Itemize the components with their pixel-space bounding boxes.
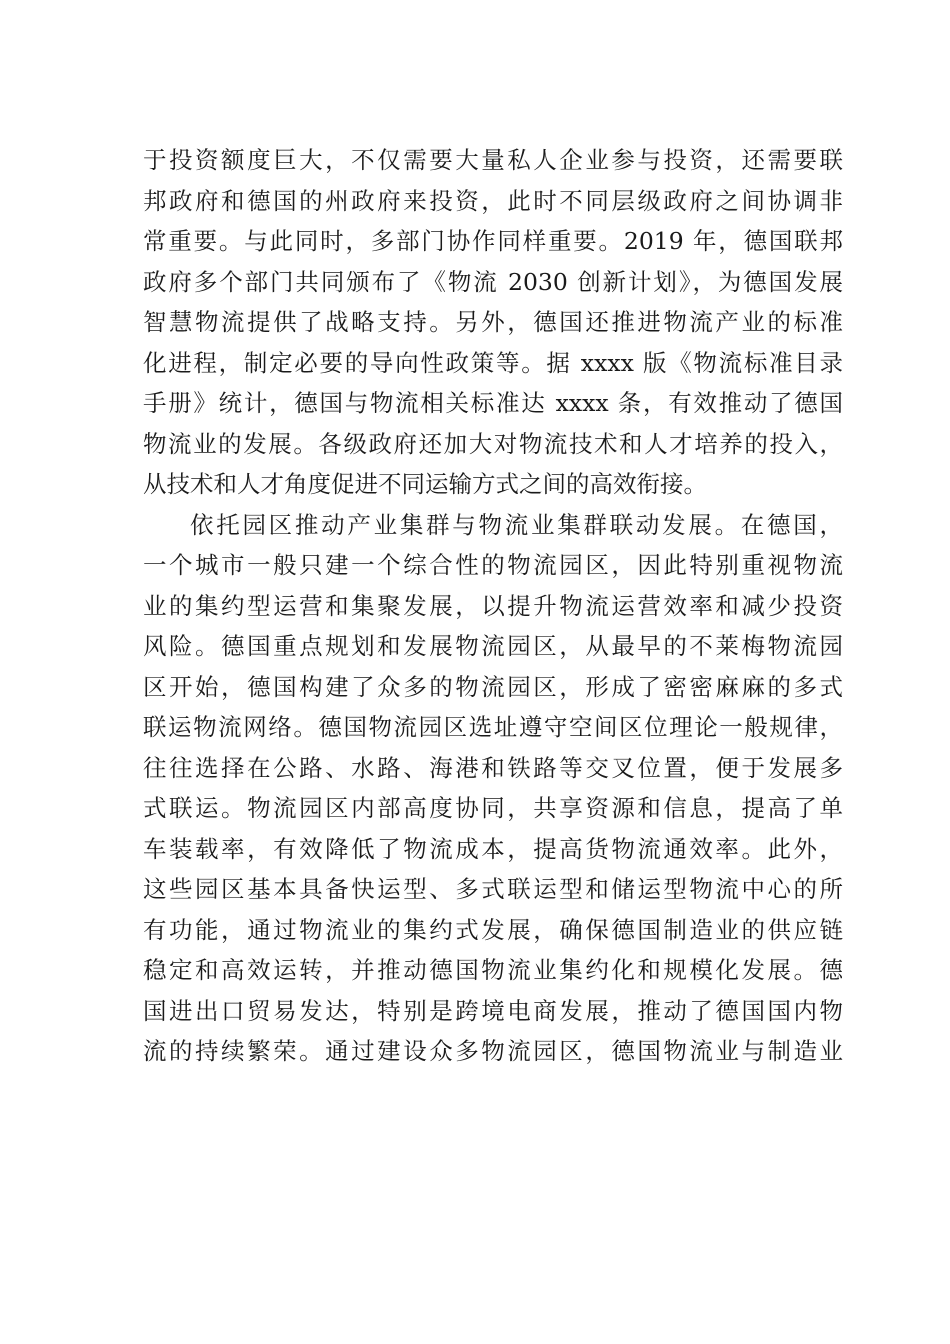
- text-line: 风险。德国重点规划和发展物流园区，从最早的不莱梅物流园: [143, 632, 843, 660]
- paragraph-1: [143, 140, 843, 505]
- text-line: 区开始，德国构建了众多的物流园区，形成了密密麻麻的多式: [143, 672, 843, 701]
- text-line: 流的持续繁荣。通过建设众多物流园区，德国物流业与制造业: [143, 1037, 843, 1065]
- text-line: 国进出口贸易发达，特别是跨境电商发展，推动了德国国内物: [143, 996, 843, 1025]
- text-line: 稳定和高效运转，并推动德国物流业集约化和规模化发展。德: [143, 956, 843, 984]
- text-line: 这些园区基本具备快运型、多式联运型和储运型物流中心的所: [143, 875, 843, 903]
- text-line: 手册》统计，德国与物流相关标准达 xxxx 条，有效推动了德国: [143, 389, 843, 417]
- text-line: 业的集约型运营和集聚发展，以提升物流运营效率和减少投资: [143, 591, 843, 620]
- text-line: 从技术和人才角度促进不同运输方式之间的高效衔接。: [143, 470, 707, 498]
- text-line: 邦政府和德国的州政府来投资，此时不同层级政府之间协调非: [143, 186, 843, 215]
- text-line: 联运物流网络。德国物流园区选址遵守空间区位理论一般规律，: [143, 713, 843, 741]
- text-line: 有功能，通过物流业的集约式发展，确保德国制造业的供应链: [143, 915, 843, 944]
- text-line: 智慧物流提供了战略支持。另外，德国还推进物流产业的标准: [143, 308, 843, 336]
- text-line: 依托园区推动产业集群与物流业集群联动发展。在德国，: [190, 510, 843, 539]
- text-line: 式联运。物流园区内部高度协同，共享资源和信息，提高了单: [143, 794, 843, 822]
- text-line: 物流业的发展。各级政府还加大对物流技术和人才培养的投入，: [143, 429, 843, 458]
- text-line: 往往选择在公路、水路、海港和铁路等交叉位置，便于发展多: [143, 753, 843, 782]
- text-line: 化进程，制定必要的导向性政策等。据 xxxx 版《物流标准目录: [143, 348, 843, 377]
- text-line: 常重要。与此同时，多部门协作同样重要。2019 年，德国联邦: [143, 227, 843, 255]
- text-line: 车装载率，有效降低了物流成本，提高货物流通效率。此外，: [143, 834, 843, 863]
- text-line: 政府多个部门共同颁布了《物流 2030 创新计划》，为德国发展: [143, 267, 843, 296]
- text-line: 一个城市一般只建一个综合性的物流园区，因此特别重视物流: [143, 551, 843, 579]
- body-text: [143, 140, 843, 1072]
- text-line: 于投资额度巨大，不仅需要大量私人企业参与投资，还需要联: [143, 146, 843, 174]
- paragraph-2: [143, 505, 843, 1072]
